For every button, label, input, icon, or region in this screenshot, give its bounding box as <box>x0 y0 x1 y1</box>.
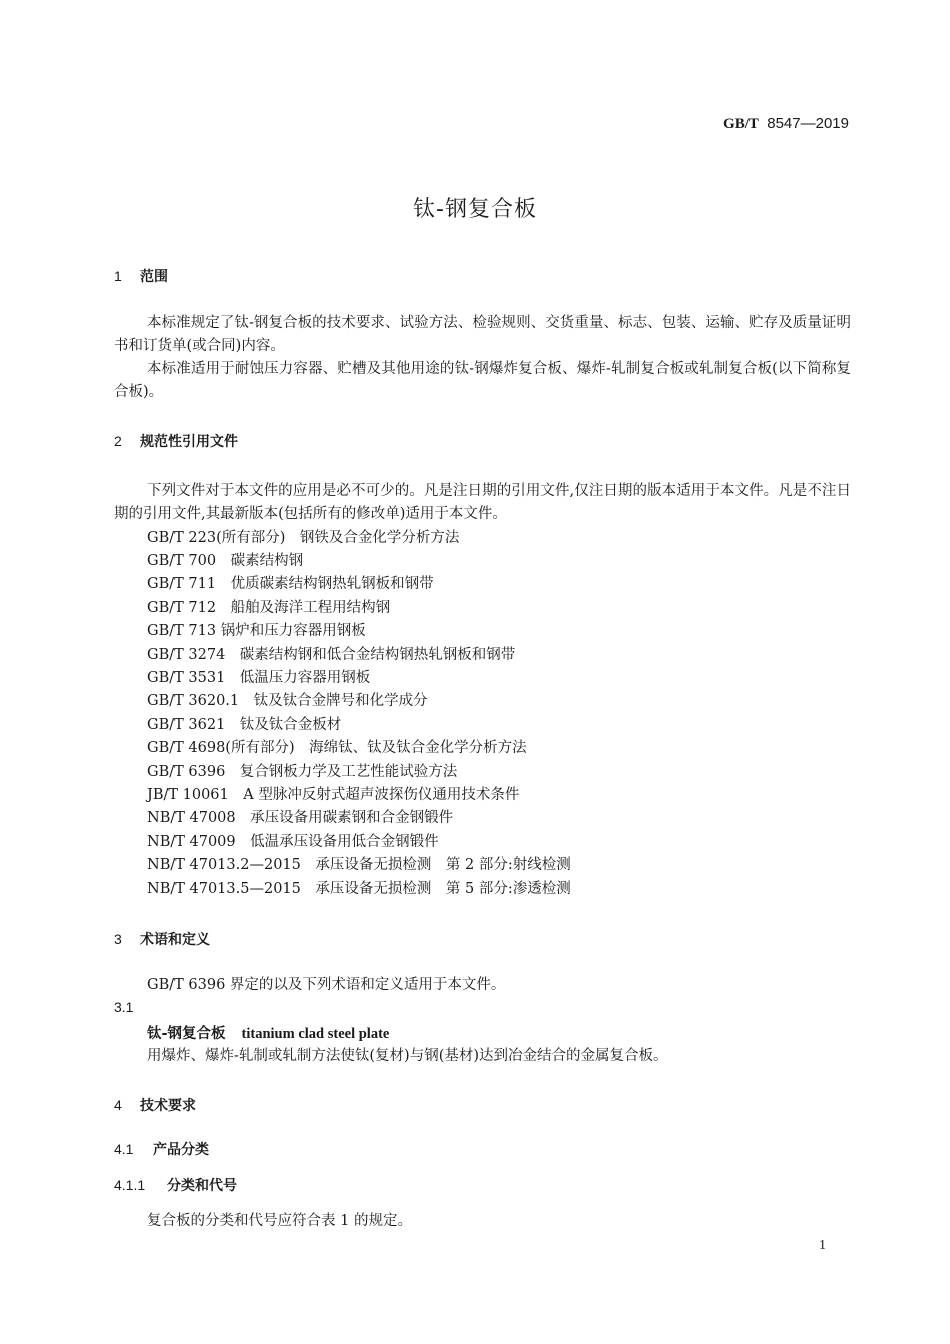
reference-item: GB/T 4698(所有部分) 海绵钛、钛及钛合金化学分析方法 <box>147 740 527 756</box>
section-3-heading <box>114 929 210 949</box>
term-english: titanium clad steel plate <box>241 1026 390 1042</box>
subsection-4-1-number: 4.1 <box>114 1141 134 1157</box>
section-4-heading <box>114 1095 196 1115</box>
reference-item: NB/T 47008 承压设备用碳素钢和合金钢锻件 <box>147 810 454 826</box>
reference-item: NB/T 47013.2—2015 承压设备无损检测 第 2 部分:射线检测 <box>147 857 571 873</box>
reference-item: GB/T 713 锅炉和压力容器用钢板 <box>147 623 366 639</box>
reference-item: GB/T 3621 钛及钛合金板材 <box>147 717 342 733</box>
subsection-4-1-1-number: 4.1.1 <box>114 1177 146 1193</box>
section-3-number: 3 <box>114 931 122 947</box>
reference-item: JB/T 10061 A 型脉冲反射式超声波探伤仪通用技术条件 <box>147 787 520 803</box>
term-chinese: 钛-钢复合板 <box>147 1026 226 1042</box>
section-1-number: 1 <box>114 268 122 284</box>
reference-item: NB/T 47009 低温承压设备用低合金钢锻件 <box>147 834 439 850</box>
term-number: 3.1 <box>114 999 134 1015</box>
page-number: 1 <box>819 1238 826 1253</box>
term-definition: 用爆炸、爆炸-轧制或轧制方法使钛(复材)与钢(基材)达到冶金结合的金属复合板。 <box>147 1048 668 1064</box>
section-2-number: 2 <box>114 433 122 449</box>
section-1-heading <box>114 266 168 286</box>
reference-item: GB/T 6396 复合钢板力学及工艺性能试验方法 <box>147 764 458 780</box>
subsection-4-1-1-heading <box>114 1175 237 1195</box>
section-2-title: 规范性引用文件 <box>140 434 238 450</box>
section-4-number: 4 <box>114 1097 122 1113</box>
reference-item: GB/T 711 优质碳素结构钢热轧钢板和钢带 <box>147 576 434 592</box>
subsection-4-1-1-title: 分类和代号 <box>167 1178 237 1194</box>
section-2-heading <box>114 431 238 451</box>
reference-item: NB/T 47013.5—2015 承压设备无损检测 第 5 部分:渗透检测 <box>147 881 571 897</box>
section-4-text: 复合板的分类和代号应符合表 1 的规定。 <box>147 1213 412 1229</box>
reference-item: GB/T 3274 碳素结构钢和低合金结构钢热轧钢板和钢带 <box>147 647 516 663</box>
section-3-intro: GB/T 6396 界定的以及下列术语和定义适用于本文件。 <box>147 977 506 993</box>
reference-item: GB/T 700 碳素结构钢 <box>147 553 304 569</box>
term-entry <box>147 1022 389 1043</box>
section-2-intro: 下列文件对于本文件的应用是必不可少的。凡是注日期的引用文件,仅注日期的版本适用于本文件。凡是不注日期的引用文件,其最新版本(包括所有的修改单)适用于本文件。 <box>114 483 851 522</box>
section-1-paragraph-2: 本标准适用于耐蚀压力容器、贮槽及其他用途的钛-钢爆炸复合板、爆炸-轧制复合板或轧制复合板(以下简称复合板)。 <box>114 361 851 400</box>
subsection-4-1-title: 产品分类 <box>153 1142 209 1158</box>
reference-item: GB/T 3531 低温压力容器用钢板 <box>147 670 371 686</box>
subsection-4-1-heading <box>114 1139 209 1159</box>
section-1-title: 范围 <box>140 269 168 285</box>
reference-item: GB/T 712 船舶及海洋工程用结构钢 <box>147 600 391 616</box>
standard-code <box>723 115 849 133</box>
reference-item: GB/T 223(所有部分) 钢铁及合金化学分析方法 <box>147 530 460 546</box>
section-4-title: 技术要求 <box>140 1098 196 1114</box>
standard-code-prefix: GB/T <box>723 116 759 132</box>
section-3-title: 术语和定义 <box>140 932 210 948</box>
section-1-paragraph-1: 本标准规定了钛-钢复合板的技术要求、试验方法、检验规则、交货重量、标志、包装、运输、贮存及质量证明书和订货单(或合同)内容。 <box>114 315 851 354</box>
reference-item: GB/T 3620.1 钛及钛合金牌号和化学成分 <box>147 693 428 709</box>
standard-code-number: 8547—2019 <box>767 115 849 132</box>
document-title: 钛-钢复合板 <box>413 197 537 222</box>
